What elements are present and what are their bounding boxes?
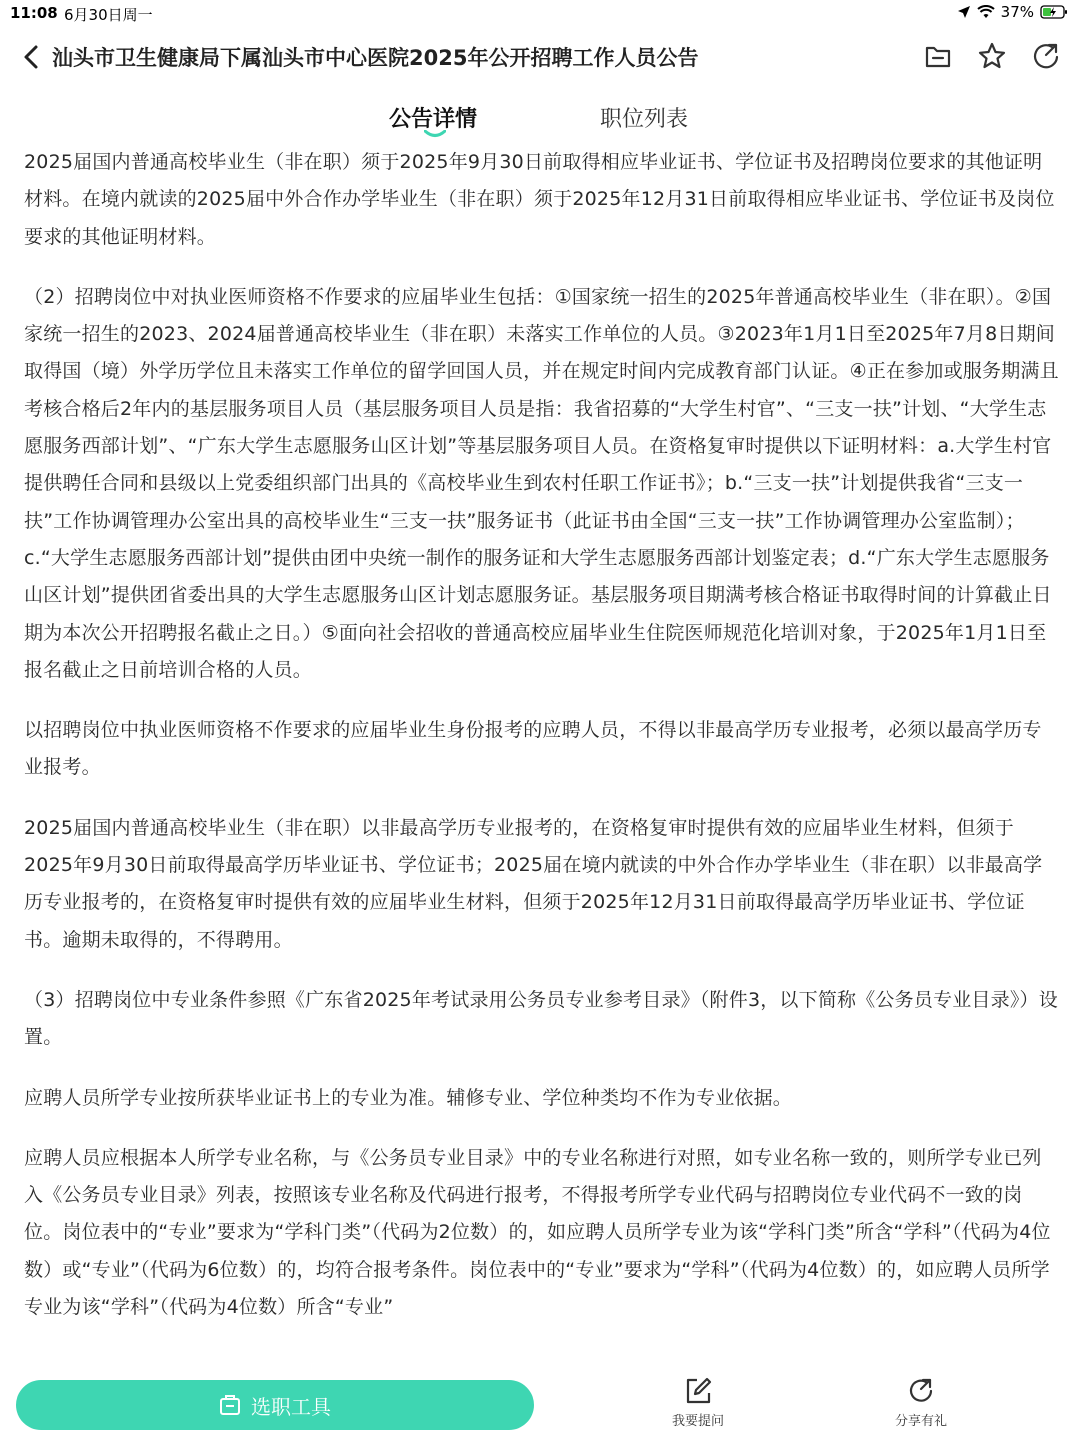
status-right [957,3,1068,21]
announcement-content [24,144,1060,1370]
battery-charging-icon [1040,4,1068,20]
status-date: 6月30日周一 [64,6,153,24]
share-icon[interactable] [1030,40,1062,72]
position-tool-label: 选职工具 [251,1394,331,1419]
active-tab-indicator [424,130,446,138]
ask-question-label: 我要提问 [671,1414,724,1429]
location-icon [957,5,971,19]
position-tool-button[interactable] [16,1380,534,1430]
status-bar [0,0,1080,28]
edit-icon [683,1376,713,1406]
page-title: 汕头市卫生健康局下属汕头市中心医院2025年公开招聘工作人员公告 [52,46,699,70]
tab-bar [0,96,1080,142]
content-paragraph: 应聘人员应根据本人所学专业名称，与《公务员专业目录》中的专业名称进行对照，如专业名称一致的，则所学专业已列入《公务员专业目录》列表，按照该专业名称及代码进行报考，不得报考所学专业代码与招聘岗位专业代码不一致的岗位。岗位表中的“专业”要求为“学科门类”（代码为2位数）的，如应聘人员所学专业为该“学科门类”所含“学科”（代码为4位数）或“专业”（代码为6位数）的，均符合报考条件。岗位表中的“专业”要求为“学科”（代码为4位数）的，如应聘人员所学专业为该“学科”（代码为4位数）所含“专业” [24,1146,1051,1319]
tab-position-list[interactable]: 职位列表 [600,107,689,132]
battery-percent: 37% [1000,3,1034,21]
nav-actions [922,40,1062,72]
nav-bar [0,28,1080,86]
content-paragraph: 2025届国内普通高校毕业生（非在职）以非最高学历专业报考的，在资格复审时提供有效的应届毕业生材料，但须于2025年9月30日前取得最高学历毕业证书、学位证书；2025届在境内就读的中外合作办学毕业生（非在职）以非最高学历专业报考的，在资格复审时提供有效的应届毕业生材料，但须于2025年12月31日前取得最高学历毕业证书、学位证书。逾期未取得的，不得聘用。 [24,816,1043,951]
star-icon[interactable] [976,40,1008,72]
ask-question-button[interactable] [643,1376,753,1436]
content-paragraph: 以招聘岗位中执业医师资格不作要求的应届毕业生身份报考的应聘人员，不得以非最高学历专业报考，必须以最高学历专业报考。 [24,719,1042,779]
content-paragraph: 应聘人员所学专业按所获毕业证书上的专业为准。辅修专业、学位种类均不作为专业依据。 [24,1086,793,1109]
folder-icon[interactable] [922,40,954,72]
share-reward-label: 分享有礼 [894,1414,947,1429]
briefcase-icon [219,1394,241,1416]
bottom-bar [0,1370,1080,1440]
wifi-icon [977,5,995,19]
content-paragraph: 2025届国内普通高校毕业生（非在职）须于2025年9月30日前取得相应毕业证书、学位证书及招聘岗位要求的其他证明材料。在境内就读的2025届中外合作办学毕业生（非在职）须于2025年12月31日前取得相应毕业证书、学位证书及岗位要求的其他证明材料。 [24,151,1055,248]
share-reward-icon [906,1376,936,1406]
share-reward-button[interactable] [866,1376,976,1436]
back-arrow-icon[interactable] [18,42,48,72]
content-paragraph: （2）招聘岗位中对执业医师资格不作要求的应届毕业生包括：①国家统一招生的2025年普通高校毕业生（非在职）。②国家统一招生的2023、2024届普通高校毕业生（非在职）未落实工作单位的人员。③2023年1月1日至2025年7月8日期间取得国（境）外学历学位且未落实工作单位的留学回国人员，并在规定时间内完成教育部门认证。④正在参加或服务期满且考核合格后2年内的基层服务项目人员（基层服务项目人员是指：我省招募的“大学生村官”、“三支一扶”计划、“大学生志愿服务西部计划”、“广东大学生志愿服务山区计划”等基层服务项目人员。在资格复审时提供以下证明材料：a.大学生村官提供聘任合同和县级以上党委组织部门出具的《高校毕业生到农村任职工作证书》；b.“三支一扶”计划提供我省“三支一扶”工作协调管理办公室出具的高校毕业生“三支一扶”服务证书（此证书由全国“三支一扶”工作协调管理办公室监制）；c.“大学生志愿服务西部计划”提供由团中央统一制作的服务证和大学生志愿服务西部计划鉴定表；d.“广东大学生志愿服务山区计划”提供团省委出具的大学生志愿服务山区计划志愿服务证。基层服务项目期满考核合格证书取得时间的计算截止日期为本次公开招聘报名截止之日。）⑤面向社会招收的普通高校应届毕业生住院医师规范化培训对象，于2025年1月1日至报名截止之日前培训合格的人员。 [24,285,1059,681]
status-time: 11:08 [10,4,58,22]
content-paragraph: （3）招聘岗位中专业条件参照《广东省2025年考试录用公务员专业参考目录》（附件3，以下简称《公务员专业目录》）设置。 [24,988,1058,1049]
tab-announcement-details[interactable]: 公告详情 [389,107,478,132]
